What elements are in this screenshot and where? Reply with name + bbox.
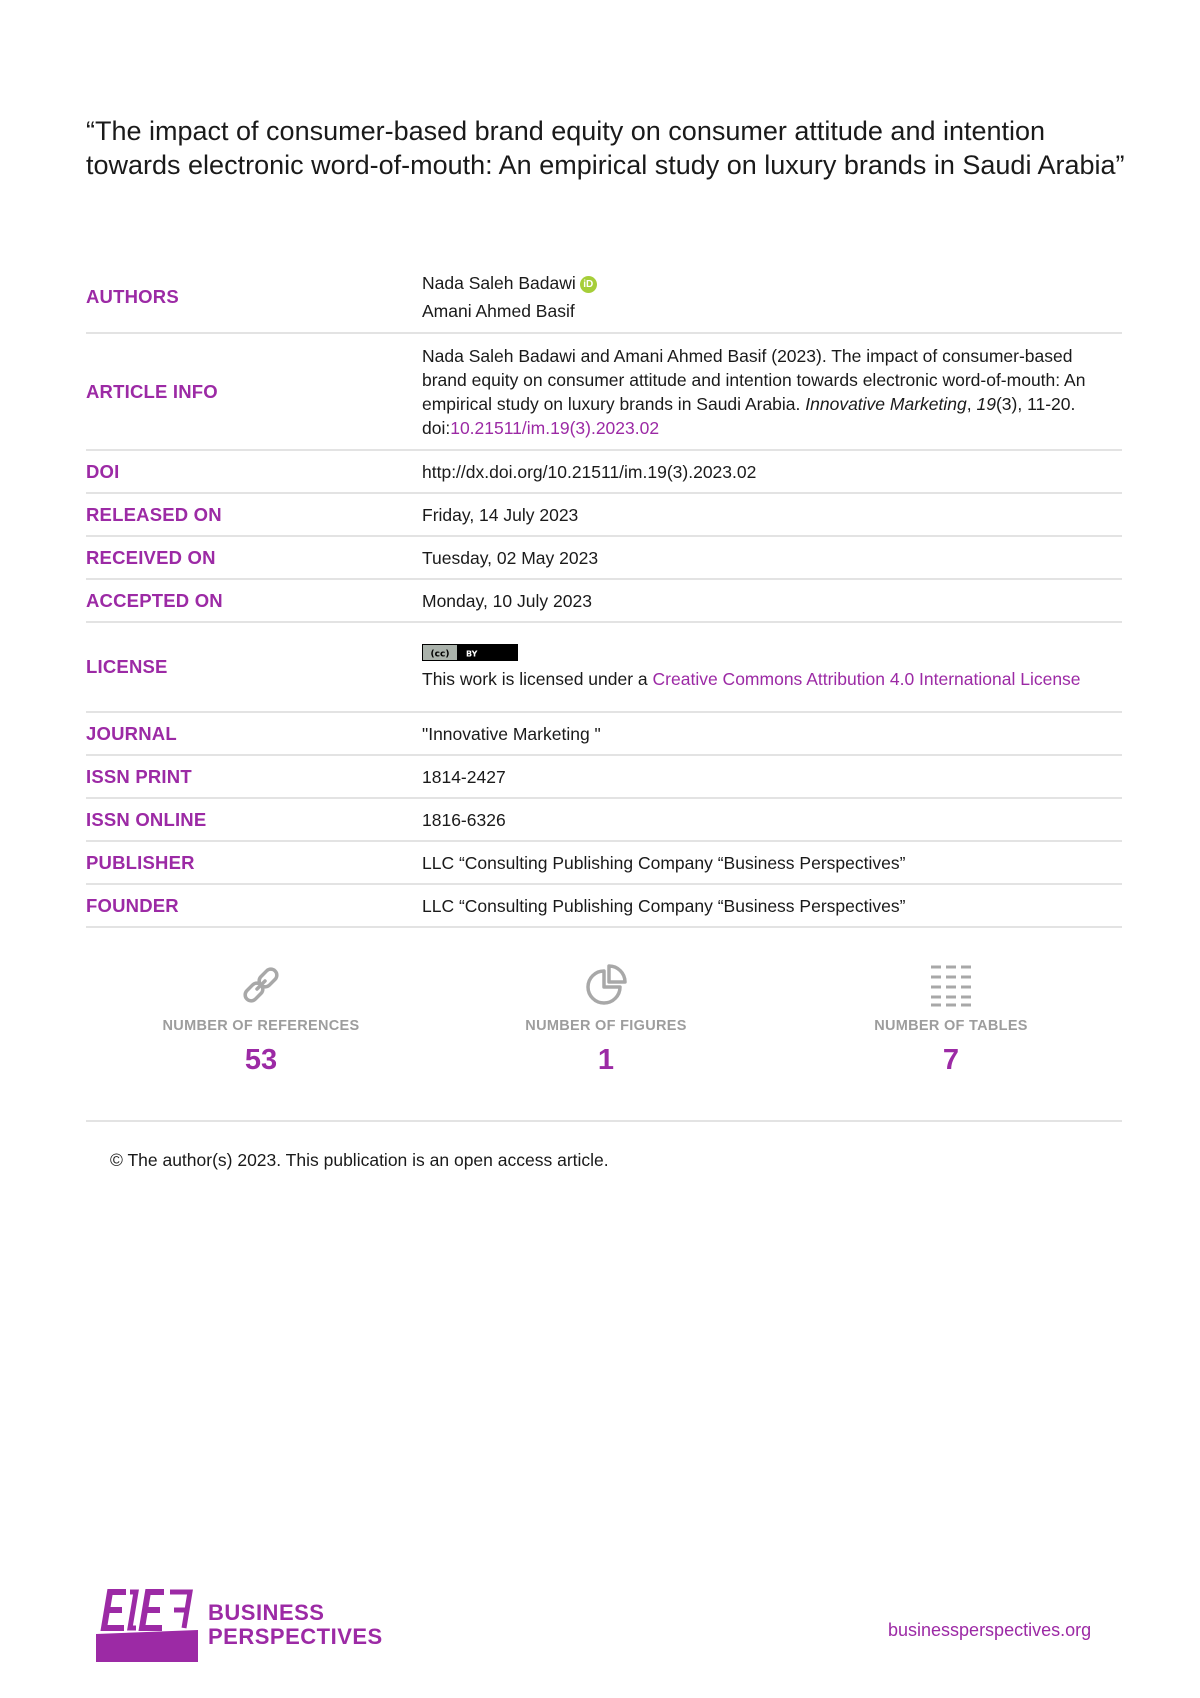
publisher-label: PUBLISHER xyxy=(86,851,195,873)
license-label: LICENSE xyxy=(86,656,168,677)
logo-line-business: BUSINESS xyxy=(208,1600,325,1625)
journal-label: JOURNAL xyxy=(86,722,177,744)
received-label: RECEIVED ON xyxy=(86,546,216,568)
table-icon xyxy=(801,962,1101,1008)
pie-chart-icon xyxy=(456,962,756,1008)
stat-tables xyxy=(801,962,1101,1077)
references-count: 53 xyxy=(244,1044,278,1076)
website-link[interactable]: businessperspectives.org xyxy=(888,1620,1092,1640)
issn-print-row xyxy=(86,756,1122,799)
released-label: RELEASED ON xyxy=(86,503,222,525)
received-row xyxy=(86,537,1122,580)
founder-row xyxy=(86,885,1122,928)
references-caption: NUMBER OF REFERENCES xyxy=(162,1018,360,1034)
logo-line-perspectives: PERSPECTIVES xyxy=(208,1624,383,1649)
article-stats xyxy=(86,962,1122,1122)
article-info-row xyxy=(86,334,1122,451)
journal-row xyxy=(86,713,1122,756)
license-row xyxy=(86,623,1122,713)
author-name: Nada Saleh Badawi xyxy=(422,273,576,293)
founder-label: FOUNDER xyxy=(86,894,179,916)
citation-journal: Innovative Marketing xyxy=(805,393,967,414)
doi-value[interactable]: http://dx.doi.org/10.21511/im.19(3).2023.02 xyxy=(422,461,757,482)
citation-issue-pages: (3), 11-20. doi: xyxy=(422,393,1076,438)
copyright-notice: © The author(s) 2023. This publication is an open access article. xyxy=(110,1150,609,1170)
stat-figures xyxy=(456,962,756,1077)
by-badge-text: BY xyxy=(466,649,478,659)
orcid-icon[interactable]: iD xyxy=(580,276,597,293)
authors-row xyxy=(86,262,1122,334)
accepted-value: Monday, 10 July 2023 xyxy=(422,590,592,611)
authors-label: AUTHORS xyxy=(86,286,179,307)
tables-count: 7 xyxy=(942,1044,960,1076)
doi-row xyxy=(86,451,1122,494)
author-name: Amani Ahmed Basif xyxy=(422,301,575,321)
article-info-label: ARTICLE INFO xyxy=(86,380,218,402)
cc-by-badge-icon[interactable] xyxy=(422,643,518,660)
issn-print-label: ISSN PRINT xyxy=(86,765,192,787)
released-value: Friday, 14 July 2023 xyxy=(422,504,579,525)
citation-separator: , xyxy=(966,393,977,414)
citation-text: Nada Saleh Badawi and Amani Ahmed Basif (2023). The impact of consumer-based brand equity on consumer attitude and intention towards electronic word-of-mouth: An empirical study on luxury brands in Saudi Arabia. xyxy=(422,345,1086,414)
accepted-row xyxy=(86,580,1122,623)
accepted-label: ACCEPTED ON xyxy=(86,589,223,611)
issn-online-label: ISSN ONLINE xyxy=(86,808,207,830)
publisher-logo[interactable] xyxy=(96,1588,383,1662)
journal-value: "Innovative Marketing " xyxy=(422,723,601,744)
issn-online-value: 1816-6326 xyxy=(422,809,506,830)
license-value xyxy=(422,639,1122,695)
logo-wordmark xyxy=(208,1601,383,1649)
article-title: “The impact of consumer-based brand equity on consumer attitude and intention towards electronic word-of-mouth: An empirical study on luxury brands in Saudi Arabia” xyxy=(86,116,1125,180)
released-row xyxy=(86,494,1122,537)
stat-references xyxy=(111,962,411,1077)
issn-online-row xyxy=(86,799,1122,842)
figures-count: 1 xyxy=(597,1044,615,1076)
link-icon xyxy=(111,962,411,1008)
license-link[interactable]: Creative Commons Attribution 4.0 International License xyxy=(652,669,1081,689)
cc-badge-text: (cc) xyxy=(430,649,450,660)
license-text: This work is licensed under a xyxy=(422,669,653,689)
publisher-row xyxy=(86,842,1122,885)
publisher-value: LLC “Consulting Publishing Company “Business Perspectives” xyxy=(422,852,906,873)
doi-label: DOI xyxy=(86,460,120,482)
article-citation xyxy=(422,340,1122,444)
figures-caption: NUMBER OF FIGURES xyxy=(525,1018,687,1034)
authors-value xyxy=(422,267,1122,327)
founder-value: LLC “Consulting Publishing Company “Business Perspectives” xyxy=(422,895,906,916)
citation-volume: 19 xyxy=(976,393,996,414)
received-value: Tuesday, 02 May 2023 xyxy=(422,547,599,568)
tables-caption: NUMBER OF TABLES xyxy=(874,1018,1028,1034)
issn-print-value: 1814-2427 xyxy=(422,766,506,787)
citation-doi-link[interactable]: 10.21511/im.19(3).2023.02 xyxy=(450,417,660,438)
business-perspectives-logo-icon xyxy=(96,1588,198,1662)
metadata-table xyxy=(86,262,1122,928)
